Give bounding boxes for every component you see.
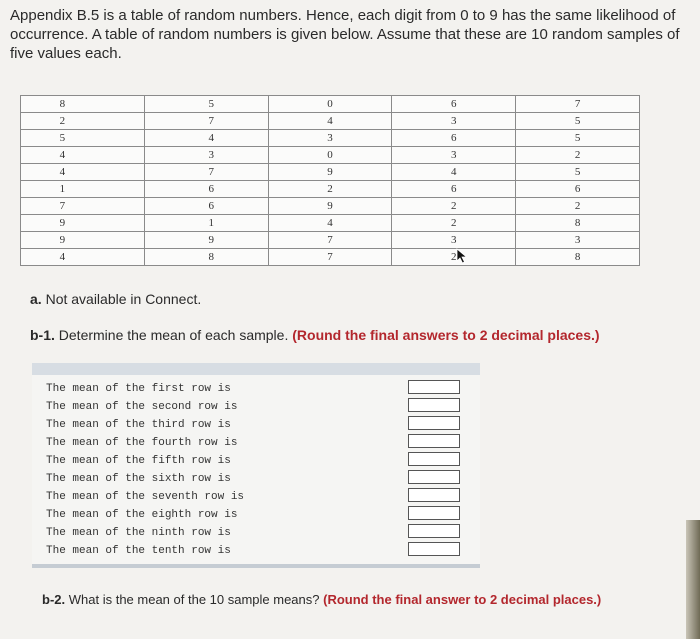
- table-cell: 6: [144, 198, 268, 215]
- table-cell: 8: [144, 249, 268, 266]
- table-cell: 7: [144, 113, 268, 130]
- table-cell: 5: [516, 130, 640, 147]
- table-cell: 2: [392, 215, 516, 232]
- table-cell: 4: [21, 164, 145, 181]
- question-row-3: The mean of the third row is: [46, 419, 231, 431]
- table-cell: 4: [21, 147, 145, 164]
- table-cell: 4: [268, 113, 392, 130]
- table-cell: 9: [21, 215, 145, 232]
- table-cell: 0: [268, 147, 392, 164]
- table-cell: 2: [268, 181, 392, 198]
- part-b1-text: Determine the mean of each sample.: [58, 327, 289, 343]
- part-b1-label: b-1.: [30, 327, 55, 343]
- table-cell: 3: [268, 130, 392, 147]
- table-cell: 4: [392, 164, 516, 181]
- part-b1-instruction: (Round the final answers to 2 decimal places.): [292, 327, 600, 343]
- question-row-1: The mean of the first row is: [46, 383, 231, 395]
- table-cell: 7: [144, 164, 268, 181]
- answer-input-row-8[interactable]: [408, 506, 460, 520]
- table-cell: 9: [144, 232, 268, 249]
- table-row: [21, 147, 640, 164]
- table-cell: 2: [392, 249, 516, 266]
- part-b2-label: b-2.: [42, 592, 66, 607]
- table-cell: 1: [21, 181, 145, 198]
- part-b1-question: [30, 327, 600, 343]
- answer-input-row-6[interactable]: [408, 470, 460, 484]
- answer-input-row-9[interactable]: [408, 524, 460, 538]
- answer-input-row-2[interactable]: [408, 398, 460, 412]
- table-cell: 2: [21, 113, 145, 130]
- table-cell: 1: [144, 215, 268, 232]
- table-cell: 0: [268, 96, 392, 113]
- table-cell: 3: [144, 147, 268, 164]
- table-row: [21, 232, 640, 249]
- question-row-9: The mean of the ninth row is: [46, 527, 231, 539]
- part-b2-question: [42, 592, 602, 608]
- table-cell: 8: [516, 249, 640, 266]
- part-a-label: a.: [30, 291, 42, 307]
- table-cell: 2: [516, 198, 640, 215]
- table-row: [21, 96, 640, 113]
- table-cell: 5: [516, 113, 640, 130]
- table-row: [21, 215, 640, 232]
- table-cell: 5: [516, 164, 640, 181]
- part-a-text: Not available in Connect.: [45, 291, 202, 307]
- table-cell: 6: [392, 96, 516, 113]
- part-b2-text: What is the mean of the 10 sample means?: [68, 592, 320, 607]
- table-cell: 4: [144, 130, 268, 147]
- question-row-4: The mean of the fourth row is: [46, 437, 238, 449]
- answer-panel: [32, 363, 480, 568]
- question-row-10: The mean of the tenth row is: [46, 545, 231, 557]
- table-cell: 3: [392, 232, 516, 249]
- table-cell: 6: [516, 181, 640, 198]
- random-numbers-body: [21, 96, 640, 266]
- table-row: [21, 198, 640, 215]
- table-cell: 4: [21, 249, 145, 266]
- table-cell: 9: [268, 198, 392, 215]
- question-row-6: The mean of the sixth row is: [46, 473, 231, 485]
- answer-input-row-3[interactable]: [408, 416, 460, 430]
- table-cell: 3: [392, 147, 516, 164]
- problem-intro: Appendix B.5 is a table of random numbers. Hence, each digit from 0 to 9 has the same likelihood of occurrence. A table of random numbers is given below. Assume that these are 10 random samples of five values each.: [10, 7, 680, 62]
- answer-input-row-1[interactable]: [408, 380, 460, 394]
- table-cell: 8: [21, 96, 145, 113]
- random-numbers-table: [20, 95, 640, 266]
- table-row: [21, 164, 640, 181]
- table-cell: 7: [21, 198, 145, 215]
- mouse-pointer-icon: [456, 248, 468, 264]
- table-row: [21, 113, 640, 130]
- photo-edge-strip: [686, 520, 700, 639]
- table-cell: 3: [392, 113, 516, 130]
- table-row: [21, 181, 640, 198]
- part-a: [30, 291, 201, 307]
- table-row: [21, 130, 640, 147]
- answer-panel-footer: [32, 564, 480, 568]
- table-cell: 7: [268, 232, 392, 249]
- table-cell: 2: [516, 147, 640, 164]
- table-cell: 7: [268, 249, 392, 266]
- question-row-7: The mean of the seventh row is: [46, 491, 245, 503]
- table-cell: 2: [392, 198, 516, 215]
- part-b2-instruction: (Round the final answer to 2 decimal places.): [323, 592, 602, 607]
- table-row: [21, 249, 640, 266]
- question-row-5: The mean of the fifth row is: [46, 455, 231, 467]
- table-cell: 6: [392, 130, 516, 147]
- question-row-2: The mean of the second row is: [46, 401, 238, 413]
- table-cell: 5: [21, 130, 145, 147]
- table-cell: 5: [144, 96, 268, 113]
- answer-input-row-7[interactable]: [408, 488, 460, 502]
- table-cell: 6: [144, 181, 268, 198]
- question-row-8: The mean of the eighth row is: [46, 509, 238, 521]
- table-cell: 9: [21, 232, 145, 249]
- table-cell: 9: [268, 164, 392, 181]
- answer-panel-header: [32, 363, 480, 375]
- table-cell: 4: [268, 215, 392, 232]
- table-cell: 3: [516, 232, 640, 249]
- table-cell: 8: [516, 215, 640, 232]
- table-cell: 6: [392, 181, 516, 198]
- table-cell: 7: [516, 96, 640, 113]
- answer-input-row-5[interactable]: [408, 452, 460, 466]
- answer-input-row-4[interactable]: [408, 434, 460, 448]
- answer-input-row-10[interactable]: [408, 542, 460, 556]
